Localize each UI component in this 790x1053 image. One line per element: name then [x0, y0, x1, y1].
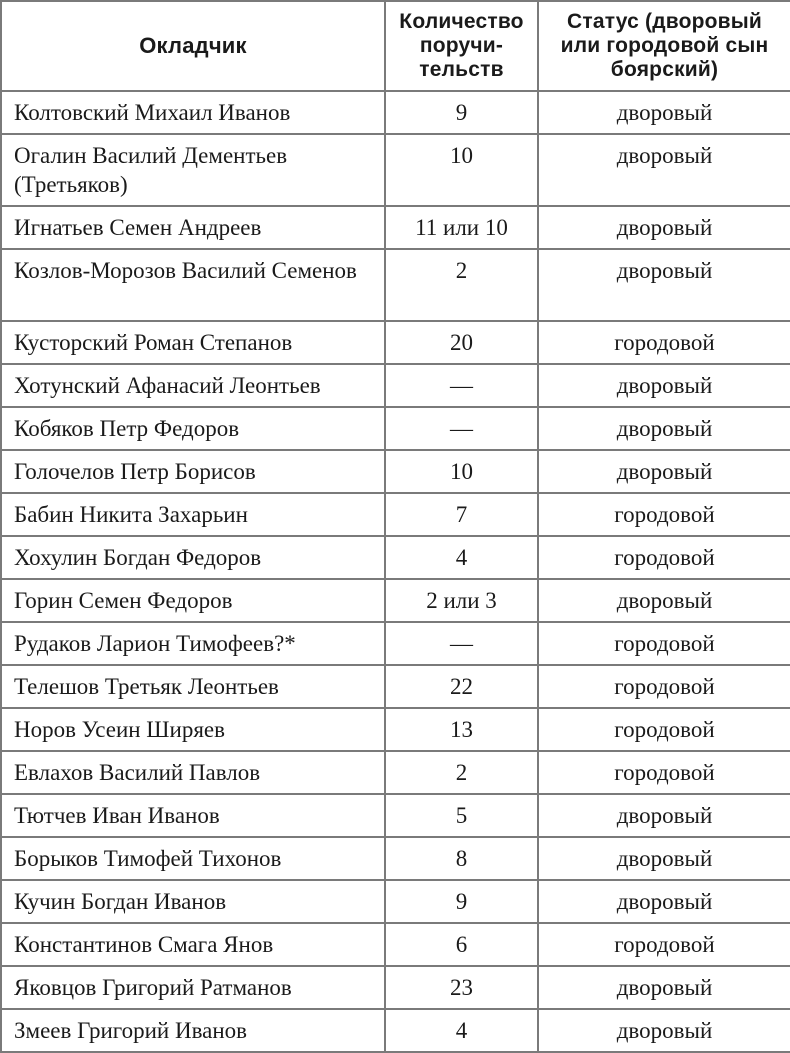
header-status-line2: или городовой сын: [560, 34, 769, 57]
header-status-line1: Статус (дворовый: [567, 10, 762, 33]
cell-status: городовой: [538, 708, 790, 751]
cell-name: Борыков Тимофей Тихонов: [1, 837, 385, 880]
cell-name: Кусторский Роман Степанов: [1, 321, 385, 364]
cell-count: 5: [385, 794, 538, 837]
cell-count: 10: [385, 134, 538, 206]
cell-count: 20: [385, 321, 538, 364]
cell-name: Горин Семен Федоров: [1, 579, 385, 622]
cell-name: Змеев Григорий Иванов: [1, 1009, 385, 1052]
cell-count: 23: [385, 966, 538, 1009]
table-row: [1, 622, 790, 665]
cell-name: Бабин Никита Захарьин: [1, 493, 385, 536]
table-row: [1, 364, 790, 407]
cell-name: Яковцов Григорий Ратманов: [1, 966, 385, 1009]
cell-name: Кучин Богдан Иванов: [1, 880, 385, 923]
cell-count: 2 или 3: [385, 579, 538, 622]
cell-count: —: [385, 622, 538, 665]
cell-count: 2: [385, 249, 538, 321]
header-status: [538, 1, 790, 91]
cell-count: 11 или 10: [385, 206, 538, 249]
cell-count: 9: [385, 880, 538, 923]
cell-status: городовой: [538, 622, 790, 665]
table-row: [1, 321, 790, 364]
cell-count: 10: [385, 450, 538, 493]
cell-name: Евлахов Василий Павлов: [1, 751, 385, 794]
cell-count: 7: [385, 493, 538, 536]
cell-count: 6: [385, 923, 538, 966]
table-row: [1, 450, 790, 493]
cell-count: —: [385, 364, 538, 407]
table-body: [1, 91, 790, 1052]
cell-status: дворовый: [538, 450, 790, 493]
cell-status: дворовый: [538, 1009, 790, 1052]
cell-name: Константинов Смага Янов: [1, 923, 385, 966]
header-row: [1, 1, 790, 91]
cell-name: Голочелов Петр Борисов: [1, 450, 385, 493]
cell-count: 13: [385, 708, 538, 751]
cell-count: —: [385, 407, 538, 450]
cell-status: дворовый: [538, 249, 790, 321]
header-count-line3: тельств: [419, 58, 504, 81]
table-row: [1, 536, 790, 579]
cell-count: 8: [385, 837, 538, 880]
table-row: [1, 579, 790, 622]
cell-status: городовой: [538, 321, 790, 364]
cell-name: Хотунский Афанасий Леонтьев: [1, 364, 385, 407]
cell-status: дворовый: [538, 134, 790, 206]
header-count: [385, 1, 538, 91]
cell-status: городовой: [538, 493, 790, 536]
table-row: [1, 880, 790, 923]
cell-status: дворовый: [538, 91, 790, 134]
cell-name: Хохулин Богдан Федоров: [1, 536, 385, 579]
table-row: [1, 1009, 790, 1052]
table-row: [1, 493, 790, 536]
header-count-line2: поручи-: [419, 34, 504, 57]
table-row: [1, 91, 790, 134]
cell-count: 4: [385, 1009, 538, 1052]
cell-name: Игнатьев Семен Андреев: [1, 206, 385, 249]
cell-count: 9: [385, 91, 538, 134]
cell-status: дворовый: [538, 966, 790, 1009]
cell-name: Телешов Третьяк Леонтьев: [1, 665, 385, 708]
cell-count: 22: [385, 665, 538, 708]
table-row: [1, 751, 790, 794]
cell-status: дворовый: [538, 837, 790, 880]
cell-status: городовой: [538, 751, 790, 794]
cell-status: городовой: [538, 665, 790, 708]
cell-status: дворовый: [538, 206, 790, 249]
header-okladchik: [1, 1, 385, 91]
header-status-line3: боярский): [610, 58, 719, 81]
header-count-line1: Количество: [399, 10, 524, 33]
cell-status: городовой: [538, 536, 790, 579]
cell-name: Колтовский Михаил Иванов: [1, 91, 385, 134]
cell-status: городовой: [538, 923, 790, 966]
cell-name: Норов Усеин Ширяев: [1, 708, 385, 751]
cell-name: Тютчев Иван Иванов: [1, 794, 385, 837]
table-row: [1, 966, 790, 1009]
table-row: [1, 708, 790, 751]
cell-status: дворовый: [538, 364, 790, 407]
table-row: [1, 407, 790, 450]
table-header: [1, 1, 790, 91]
table-row: [1, 837, 790, 880]
header-okladchik-label: Окладчик: [139, 33, 247, 58]
table-row: [1, 665, 790, 708]
cell-name: Кобяков Петр Федоров: [1, 407, 385, 450]
cell-count: 2: [385, 751, 538, 794]
table-row: [1, 794, 790, 837]
cell-name: Рудаков Ларион Тимофеев?*: [1, 622, 385, 665]
table-row: [1, 923, 790, 966]
cell-status: дворовый: [538, 880, 790, 923]
table-row: [1, 249, 790, 321]
cell-name: Козлов-Морозов Василий Семенов: [1, 249, 385, 321]
cell-status: дворовый: [538, 579, 790, 622]
cell-status: дворовый: [538, 794, 790, 837]
cell-count: 4: [385, 536, 538, 579]
cell-name: Огалин Василий Дементьев (Третьяков): [1, 134, 385, 206]
table-row: [1, 134, 790, 206]
table-row: [1, 206, 790, 249]
cell-status: дворовый: [538, 407, 790, 450]
